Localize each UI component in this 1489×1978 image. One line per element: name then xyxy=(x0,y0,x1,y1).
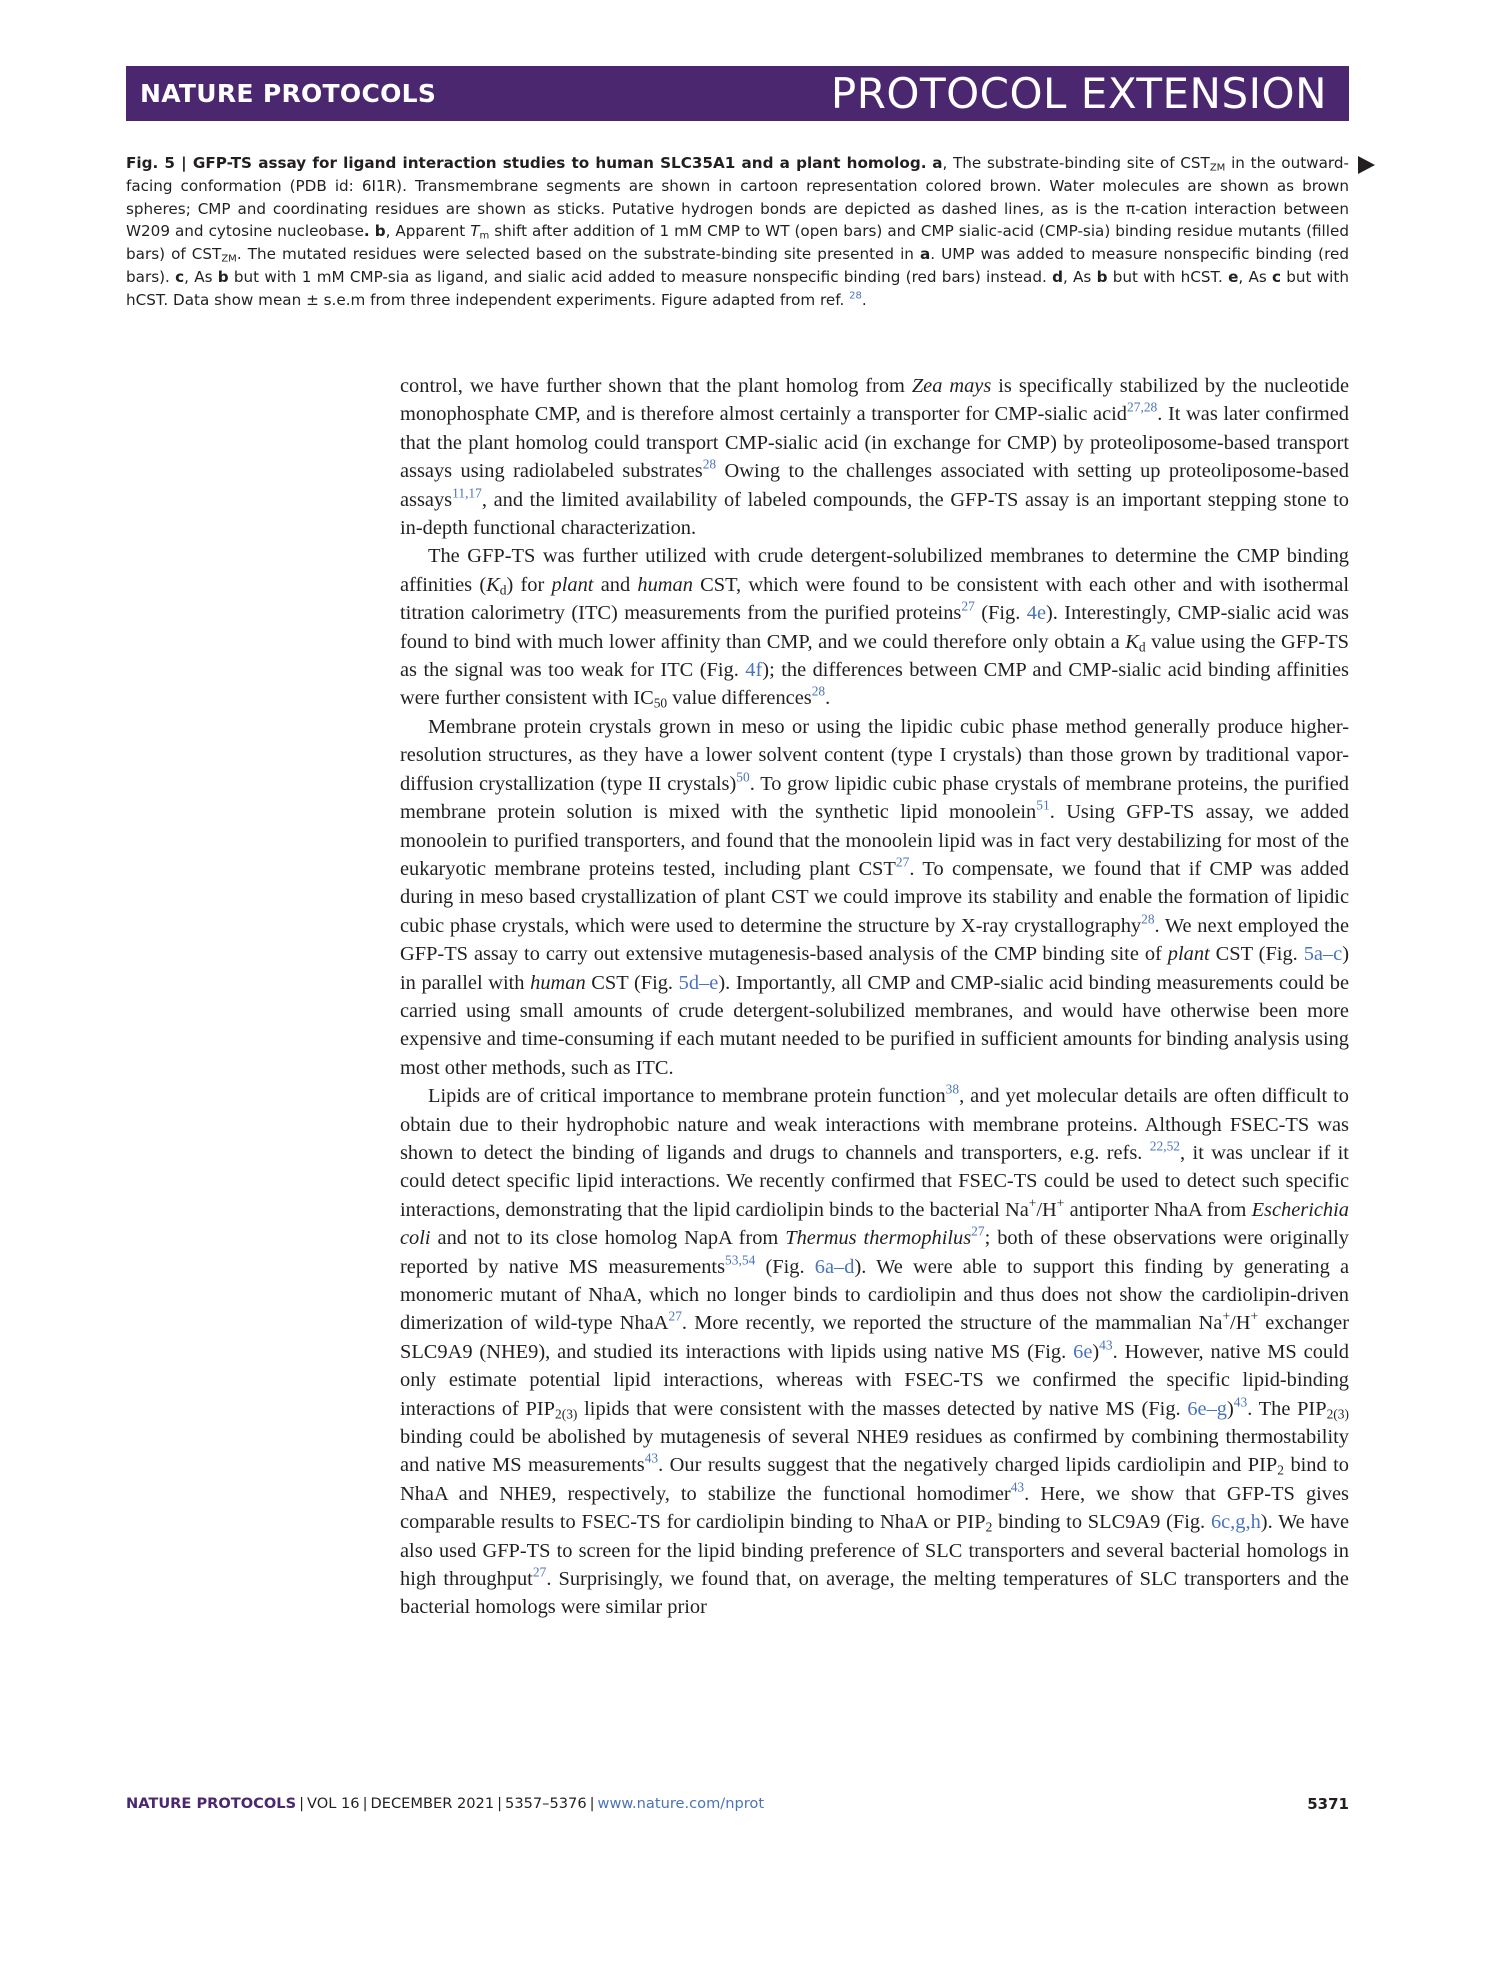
paragraph: Lipids are of critical importance to membrane protein function$^{38}$, and yet molecular details are often difficult to obtain due to their hydrophobic nature and weak interactions with membrane proteins. Although FSEC-TS was shown to detect the binding of ligands and drugs to channels and transporters, e.g. refs. $^{22,52}$, it was unclear if it could detect specific lipid interactions. We recently confirmed that FSEC-TS could be used to detect such specific interactions, demonstrating that the lipid cardiolipin binds to the bacterial Na+/H+ antiporter NhaA from Escherichia coli and not to its close homolog NapA from Thermus thermophilus$^{27}$; both of these observations were originally reported by native MS measurements$^{53,54}$ (Fig. 6a–d). We were able to support this finding by generating a monomeric mutant of NhaA, which no longer binds to cardiolipin and thus does not show the cardiolipin-driven dimerization of wild-type NhaA$^{27}$. More recently, we reported the structure of the mammalian Na+/H+ exchanger SLC9A9 (NHE9), and studied its interactions with lipids using native MS (Fig. 6e)$^{43}$. However, native MS could only estimate potential lipid interactions, whereas with FSEC-TS we confirmed the specific lipid-binding interactions of $PIP_{2(3)}$ lipids that were consistent with the masses detected by native MS (Fig. 6e–g)$^{43}$. The $PIP_{2(3)}$ binding could be abolished by mutagenesis of several NHE9 residues as confirmed by combining thermostability and native MS measurements$^{43}$. Our results suggest that the negatively charged lipids cardiolipin and $PIP_2$ bind to NhaA and NHE9, respectively, to stabilize the functional homodimer$^{43}$. Here, we show that GFP-TS gives comparable results to FSEC-TS for cardiolipin binding to NhaA or $PIP_2$ binding to SLC9A9 (Fig. 6c,g,h). We have also used GFP-TS to screen for the lipid binding preference of SLC transporters and several bacterial homologs in high throughput$^{27}$. Surprisingly, we found that, on average, the melting temperatures of SLC transporters and the bacterial homologs were similar prior xyxy=(400,1081,1350,1619)
figure-link[interactable]: 4f xyxy=(745,659,763,682)
figure-link[interactable]: 5a–c xyxy=(1303,943,1343,966)
figure-link[interactable]: 5d–e xyxy=(678,971,719,994)
figure-link[interactable]: 4e xyxy=(1026,602,1046,625)
page-footer xyxy=(126,1795,1349,1819)
continue-arrow-icon xyxy=(1358,156,1375,174)
ref-link[interactable]: 43 xyxy=(1010,1479,1025,1495)
page-number: 5371 xyxy=(1307,1795,1349,1813)
footer-volume: VOL 16 xyxy=(307,1795,360,1812)
ref-link[interactable]: 22,52 xyxy=(1149,1138,1181,1154)
ref-link[interactable]: 28 xyxy=(1141,910,1155,926)
ref-link[interactable]: 27 xyxy=(532,1564,547,1580)
journal-name: NATURE PROTOCOLS xyxy=(140,79,437,108)
ref-link[interactable]: 28 xyxy=(702,456,717,472)
figure-caption: Fig. 5 | GFP-TS assay for ligand interaction studies to human SLC35A1 and a plant homolog. a, The substrate-binding site of $CST_{ZM}$ in the outward-facing conformation (PDB id: 6I1R). Transmembrane segments are shown in cartoon representation colored brown. Water molecules are shown as brown spheres; CMP and coordinating residues are shown as sticks. Putative hydrogen bonds are depicted as dashed lines, as is the π-cation interaction between W209 and cytosine nucleobase. b, Apparent $T_m$ shift after addition of 1 mM CMP to WT (open bars) and CMP sialic-acid (CMP-sia) binding residue mutants (filled bars) of $CST_{ZM}$. The mutated residues were selected based on the substrate-binding site presented in a. UMP was added to measure nonspecific binding (red bars). c, As b but with 1 mM CMP-sia as ligand, and sialic acid added to measure nonspecific binding (red bars) instead. d, As b but with hCST. e, As c but with hCST. Data show mean ± s.e.m from three independent experiments. Figure adapted from ref. $^{28}$. xyxy=(126,152,1349,312)
footer-date: DECEMBER 2021 xyxy=(370,1795,495,1812)
ref-link[interactable]: 38 xyxy=(945,1081,960,1097)
ref-link[interactable]: 28 xyxy=(849,290,862,302)
ref-link[interactable]: 27 xyxy=(895,854,910,870)
ref-link[interactable]: 27 xyxy=(961,598,975,614)
ref-link[interactable]: 27 xyxy=(971,1223,985,1239)
ref-link[interactable]: 53,54 xyxy=(725,1251,756,1267)
ref-link[interactable]: 50 xyxy=(736,768,750,784)
ref-link[interactable]: 43 xyxy=(1099,1337,1113,1353)
footer-citation: NATURE PROTOCOLS | VOL 16 | DECEMBER 2021 | 5357–5376 | www.nature.com/nprot xyxy=(126,1795,765,1812)
ref-link[interactable]: 27 xyxy=(668,1308,682,1324)
figure-link[interactable]: 6e–g xyxy=(1187,1397,1227,1420)
paragraph: Membrane protein crystals grown in meso or using the lipidic cubic phase method generally produce higher-resolution structures, as they have a lower solvent content (type I crystals) than those grown by traditional vapor-diffusion crystallization (type II crystals)$^{50}$. To grow lipidic cubic phase crystals of membrane proteins, the purified membrane protein solution is mixed with the synthetic lipid monoolein$^{51}$. Using GFP-TS assay, we added monoolein to purified transporters, and found that the monoolein lipid was in fact very destabilizing for most of the eukaryotic membrane proteins tested, including plant CST$^{27}$. To compensate, we found that if CMP was added during in meso based crystallization of plant CST we could improve its stability and enable the formation of lipidic cubic phase crystals, which were used to determine the structure by X-ray crystallography$^{28}$. We next employed the GFP-TS assay to carry out extensive mutagenesis-based analysis of the CMP binding site of plant CST (Fig. 5a–c) in parallel with human CST (Fig. 5d–e). Importantly, all CMP and CMP-sialic acid binding measurements could be carried using small amounts of crude detergent-solubilized membranes, and would have otherwise been more expensive and time-consuming if each mutant needed to be purified in sufficient amounts for binding analysis using most other methods, such as ITC. xyxy=(400,715,1350,1079)
article-body xyxy=(400,372,1349,1622)
header-bar xyxy=(126,66,1349,121)
footer-journal: NATURE PROTOCOLS xyxy=(126,1795,297,1812)
journal-url-link[interactable]: www.nature.com/nprot xyxy=(597,1795,765,1812)
ref-link[interactable]: 43 xyxy=(644,1450,659,1466)
figure-link[interactable]: 6a–d xyxy=(814,1255,855,1278)
paragraph: The GFP-TS was further utilized with crude detergent-solubilized membranes to determine the CMP binding affinities $(K_d)$ for plant and human CST, which were found to be consistent with each other and with isothermal titration calorimetry (ITC) measurements from the purified proteins$^{27}$ (Fig. 4e). Interestingly, CMP-sialic acid was found to bind with much lower affinity than CMP, and we could therefore only obtain a $K_d$ value using the GFP-TS as the signal was too weak for ITC (Fig. 4f); the differences between CMP and CMP-sialic acid binding affinities were further consistent with $IC_{50}$ value differences$^{28}$. xyxy=(400,545,1350,711)
ref-link[interactable]: 27,28 xyxy=(1127,399,1158,415)
ref-link[interactable]: 43 xyxy=(1233,1393,1248,1409)
figure-link[interactable]: 6e xyxy=(1073,1340,1093,1363)
footer-pages: 5357–5376 xyxy=(505,1795,587,1812)
caption-label: Fig. 5 | GFP-TS assay for ligand interaction studies to human SLC35A1 and a plant homolog. xyxy=(126,154,927,172)
ref-link[interactable]: 51 xyxy=(1036,797,1050,813)
article-type: PROTOCOL EXTENSION xyxy=(830,69,1327,118)
ref-link[interactable]: 28 xyxy=(811,683,826,699)
figure-link[interactable]: 6c,g,h xyxy=(1210,1511,1261,1534)
ref-link[interactable]: 11,17 xyxy=(452,484,482,500)
paragraph: control, we have further shown that the plant homolog from Zea mays is specifically stabilized by the nucleotide monophosphate CMP, and is therefore almost certainly a transporter for CMP-sialic acid$^{27,28}$. It was later confirmed that the plant homolog could transport CMP-sialic acid (in exchange for CMP) by proteoliposome-based transport assays using radiolabeled substrates$^{28}$ Owing to the challenges associated with setting up proteoliposome-based assays$^{11,17}$, and the limited availability of labeled compounds, the GFP-TS assay is an important stepping stone to in-depth functional characterization. xyxy=(400,375,1349,540)
